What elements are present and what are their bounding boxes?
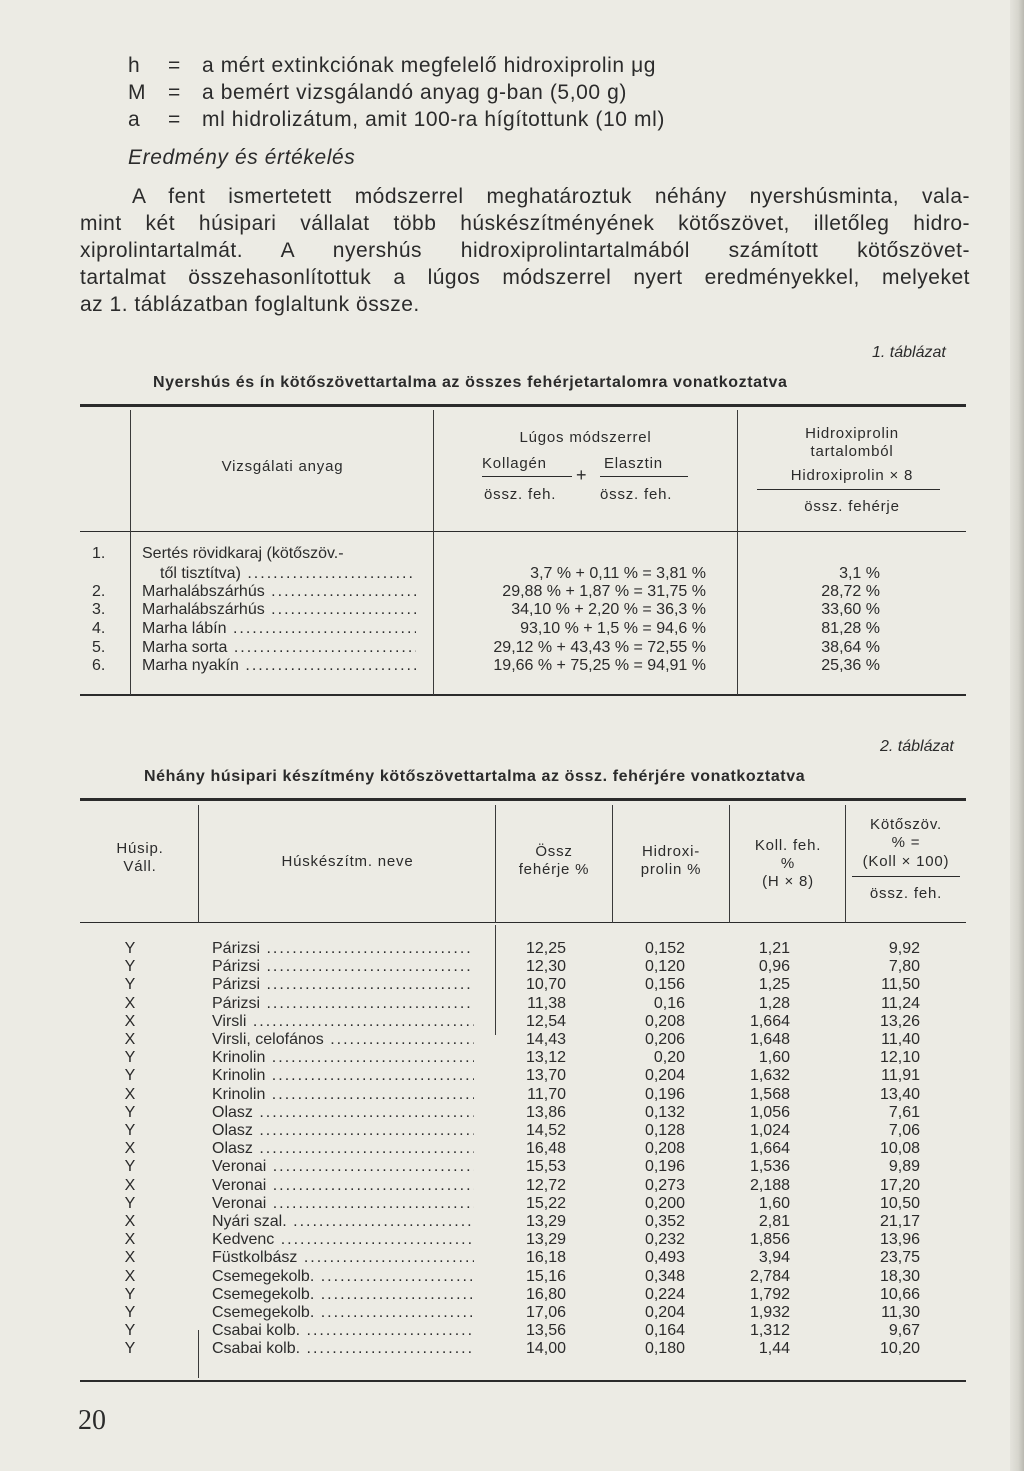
vallalat-code: X [124,1012,136,1030]
kollagen-value: 1,664 [749,1140,790,1158]
kollagen-value: 2,784 [749,1267,790,1285]
hidroxiprolin-value: 0,152 [644,940,685,957]
kotoszovet-value: 11,24 [881,994,920,1012]
paragraph-line: A fent ismertetett módszerrel meghatároztuk néhány nyershúsminta, vala- [132,185,970,208]
kollagen-value: 1,536 [749,1158,790,1176]
product-name: Kedvenc ..... [212,1231,474,1249]
kollagen-value: 1,024 [749,1122,790,1139]
kollagen-value: 1,648 [749,1031,790,1048]
table2-header-kotoszov: Kötőszöv. [870,816,942,833]
vallalat-code: Y [124,976,136,994]
material-name: Marha nyakín ..... [142,657,416,675]
ossz-feherje-value: 10,70 [525,976,566,994]
vallalat-code: X [124,1267,136,1285]
material-name: Marha lábín ..... [142,620,416,638]
kollagen-value: 1,60 [758,1049,790,1067]
kotoszovet-value: 13,96 [879,1231,920,1249]
table2-header-ossz: Össz [535,843,573,860]
table2-header-rule [80,922,966,923]
ossz-feherje-value: 13,56 [525,1322,566,1340]
table1-header-material: Vizsgálati anyag [221,458,344,475]
vallalat-code: Y [124,1285,136,1303]
table1-fraction-bar [482,476,572,477]
hidroxiprolin-value: 0,273 [644,1176,685,1194]
kollagen-value: 1,664 [749,1012,790,1030]
kollagen-value: 1,856 [749,1231,790,1249]
vallalat-code: Y [124,1304,136,1321]
body-paragraph [80,183,970,318]
hidroxiprolin-value: 0,180 [644,1340,685,1358]
hidroxiprolin-value: 0,120 [644,958,685,976]
product-name: Olasz ..... [212,1122,474,1140]
product-name: Csabai kolb. ..... [212,1322,474,1340]
kollagen-value: 1,056 [749,1103,790,1121]
ossz-feherje-value: 12,54 [525,1012,566,1030]
kotoszovet-value: 18,30 [879,1267,920,1285]
hidroxiprolin-value: 0,128 [644,1122,685,1139]
kotoszovet-value: 9,92 [888,940,920,957]
product-name: Olasz ..... [212,1104,474,1122]
ossz-feherje-value: 11,70 [527,1085,566,1103]
hidroxi-value: 38,64 % [821,639,880,656]
vallalat-code: Y [124,1122,136,1139]
definition-symbol: h [128,54,141,77]
definitions-list [128,54,665,135]
table1-fraction-bar [600,476,688,477]
kollagen-value: 2,188 [749,1176,790,1194]
table1-title: Nyershús és ín kötőszövettartalma az összes fehérjetartalomra vonatkoztatva [153,374,788,391]
lugos-value: 29,88 % + 1,87 % = 31,75 % [502,583,706,600]
hidroxi-value: 28,72 % [821,583,880,600]
kotoszovet-value: 11,91 [881,1067,920,1085]
lugos-value: 29,12 % + 43,43 % = 72,55 % [493,639,706,656]
material-name-line1: Sertés rövidkaraj (kötőszöv.- [142,545,344,562]
product-name: Nyári szal. ..... [212,1213,474,1231]
table2-label: 2. táblázat [880,738,954,755]
definition-text: a bemért vizsgálandó anyag g-ban (5,00 g) [202,81,628,104]
table1-header-osszfeh: össz. feh. [600,486,673,503]
vallalat-code: Y [124,958,136,976]
kollagen-value: 1,312 [749,1322,790,1340]
definition-equals: = [168,108,181,131]
table2-header-osszfeh: össz. feh. [869,885,943,902]
kollagen-value: 0,96 [758,958,790,976]
table1-col-divider [130,410,131,695]
table2-header-koll-formula: (H × 8) [762,873,814,890]
table2-bottom-rule [80,1380,966,1382]
ossz-feherje-value: 13,29 [525,1213,566,1230]
product-name: Veronai ..... [212,1158,474,1176]
table2-header-hidroxi: Hidroxi- [641,843,701,860]
definition-symbol: M [128,81,147,104]
table2-header-name: Húskészítm. neve [281,853,414,870]
kotoszovet-value: 7,80 [888,958,920,976]
vallalat-code: X [124,1085,136,1103]
ossz-feherje-value: 13,12 [525,1049,566,1067]
table1-header-plus: + [576,465,588,485]
product-name: Párizsi ..... [212,976,474,994]
product-name: Füstkolbász ..... [212,1249,474,1267]
lugos-value: 19,66 % + 75,25 % = 94,91 % [493,657,706,674]
kotoszovet-value: 13,40 [879,1085,920,1103]
kotoszovet-value: 10,66 [879,1285,920,1303]
page-number: 20 [78,1405,106,1436]
definition-text: a mért extinkciónak megfelelő hidroxiprolin μg [202,54,657,77]
ossz-feherje-value: 14,00 [525,1340,566,1358]
table1-header-osszfeh: össz. feh. [484,486,557,503]
row-number: 5. [92,639,106,656]
definition-row [128,81,665,108]
ossz-feherje-value: 13,29 [525,1231,566,1249]
lugos-value: 34,10 % + 2,20 % = 36,3 % [511,601,706,618]
ossz-feherje-value: 11,38 [527,994,566,1012]
table1-header-kollagen: Kollagén [482,455,547,472]
table1-header-hidroxi-sub: tartalomból [810,443,894,460]
kollagen-value: 1,632 [749,1067,790,1085]
vallalat-code: X [124,994,136,1012]
kotoszovet-value: 9,67 [888,1322,920,1340]
lugos-value: 93,10 % + 1,5 % = 94,6 % [520,620,706,637]
row-number: 1. [92,545,106,562]
table2-col-divider [845,805,846,923]
hidroxiprolin-value: 0,232 [644,1231,685,1249]
hidroxiprolin-value: 0,208 [644,1140,685,1158]
product-name: Csabai kolb. ..... [212,1340,474,1358]
paragraph-line: az 1. táblázatban foglaltunk össze. [80,293,420,316]
definition-text: ml hidrolizátum, amit 100-ra hígítottunk (10 ml) [202,108,665,131]
ossz-feherje-value: 15,16 [525,1267,566,1285]
hidroxi-value: 81,28 % [821,620,880,637]
table1-label: 1. táblázat [872,344,946,361]
vallalat-code: X [124,1176,136,1194]
definition-row [128,54,665,81]
hidroxiprolin-value: 0,208 [644,1012,685,1030]
vallalat-code: X [124,1140,136,1158]
kollagen-value: 1,28 [758,994,790,1012]
table2-col-divider [198,805,199,923]
ossz-feherje-value: 13,86 [525,1103,566,1121]
ossz-feherje-value: 16,48 [525,1140,566,1158]
hidroxiprolin-value: 0,196 [644,1158,685,1176]
product-name: Olasz ..... [212,1140,474,1158]
kollagen-value: 1,60 [758,1194,790,1212]
definition-equals: = [168,81,181,104]
paragraph-line: mint két húsipari vállalat több húskészítményének kötőszövet, illetőleg hidro- [80,212,970,235]
hidroxiprolin-value: 0,348 [644,1267,685,1285]
kotoszovet-value: 10,20 [879,1340,920,1358]
material-name: Marha sorta ..... [142,639,416,657]
kotoszovet-value: 7,61 [888,1103,920,1121]
hidroxiprolin-value: 0,493 [644,1249,685,1267]
ossz-feherje-value: 14,52 [525,1122,566,1139]
table2-header-husip: Húsip. [116,840,164,857]
hidroxiprolin-value: 0,164 [644,1322,685,1340]
vallalat-code: Y [124,1049,136,1067]
table1-bottom-rule [80,694,966,696]
kotoszovet-value: 12,10 [879,1049,920,1067]
ossz-feherje-value: 14,43 [525,1031,566,1048]
table2-header-kotoszov-eq: % = [891,834,921,851]
vallalat-code: Y [124,1340,136,1358]
product-name: Veronai ..... [212,1177,474,1195]
kotoszovet-value: 11,50 [881,976,920,994]
table1-fraction-bar [757,489,940,490]
ossz-feherje-value: 12,72 [525,1176,566,1194]
hidroxiprolin-value: 0,196 [644,1085,685,1103]
ossz-feherje-value: 12,25 [525,940,566,957]
vallalat-code: Y [124,1322,136,1340]
product-name: Párizsi ..... [212,958,474,976]
product-name: Párizsi ..... [212,940,474,958]
hidroxiprolin-value: 0,204 [644,1304,685,1321]
kotoszovet-value: 21,17 [879,1213,920,1230]
table2-col-divider [495,805,496,923]
table2-header-hidroxi-sub: prolin % [640,861,702,878]
kotoszovet-value: 10,08 [879,1140,920,1158]
ossz-feherje-value: 15,22 [525,1194,566,1212]
kollagen-value: 1,44 [758,1340,790,1358]
ossz-feherje-value: 16,18 [525,1249,566,1267]
kotoszovet-value: 10,50 [879,1194,920,1212]
material-name: Marhalábszárhús ..... [142,601,416,619]
hidroxiprolin-value: 0,352 [644,1213,685,1230]
table2-header-kotoszov-formula: (Koll × 100) [862,853,950,870]
hidroxiprolin-value: 0,200 [644,1194,685,1212]
table2-body-divider [198,1330,199,1378]
product-name: Krinolin ..... [212,1086,474,1104]
kollagen-value: 2,81 [758,1213,790,1230]
table2-header-koll-pct: % [780,855,796,872]
definition-row [128,108,665,135]
table2-header-ossz-sub: fehérje % [518,861,590,878]
vallalat-code: X [124,1213,136,1230]
hidroxiprolin-value: 0,206 [644,1031,685,1048]
table2-title: Néhány húsipari készítmény kötőszövettartalma az össz. fehérjére vonatkoztatva [144,768,806,785]
kotoszovet-value: 9,89 [888,1158,920,1176]
kollagen-value: 1,21 [758,940,790,957]
table1-col-divider [433,410,434,695]
hidroxi-value: 33,60 % [821,601,880,618]
ossz-feherje-value: 17,06 [525,1304,566,1321]
kollagen-value: 3,94 [758,1249,790,1267]
kotoszovet-value: 17,20 [879,1176,920,1194]
product-name: Krinolin ..... [212,1049,474,1067]
table1-header-osszfeherje: össz. fehérje [804,498,900,515]
hidroxi-value: 3,1 % [839,565,880,582]
table2-header-koll: Koll. feh. [754,837,822,854]
material-name: től tisztítva) ..... [160,565,416,583]
product-name: Veronai ..... [212,1195,474,1213]
vallalat-code: Y [124,1158,136,1176]
vallalat-code: Y [124,1194,136,1212]
hidroxiprolin-value: 0,204 [644,1067,685,1085]
vallalat-code: X [124,1031,136,1048]
vallalat-code: Y [124,1103,136,1121]
ossz-feherje-value: 15,53 [525,1158,566,1176]
material-name: Marhalábszárhús ..... [142,583,416,601]
row-number: 3. [92,601,106,618]
vallalat-code: Y [124,1067,136,1085]
table2-top-rule [80,798,966,801]
kotoszovet-value: 11,40 [881,1031,920,1048]
hidroxiprolin-value: 0,20 [653,1049,685,1067]
kollagen-value: 1,25 [758,976,790,994]
product-name: Virsli, celofános ..... [212,1031,474,1049]
hidroxiprolin-value: 0,156 [644,976,685,994]
kotoszovet-value: 11,30 [881,1304,920,1321]
ossz-feherje-value: 13,70 [525,1067,566,1085]
hidroxiprolin-value: 0,224 [644,1285,685,1303]
vallalat-code: Y [124,940,136,957]
table1-header-lugos: Lúgos módszerrel [519,429,652,446]
table1-col-divider [737,410,738,695]
kotoszovet-value: 23,75 [879,1249,920,1267]
hidroxiprolin-value: 0,132 [644,1103,685,1121]
ossz-feherje-value: 12,30 [525,958,566,976]
vallalat-code: X [124,1231,136,1249]
table2-fraction-bar [852,876,960,877]
definition-equals: = [168,54,181,77]
ossz-feherje-value: 16,80 [525,1285,566,1303]
table1-header-rule [80,531,966,532]
row-number: 4. [92,620,106,637]
table1-top-rule [80,404,966,407]
table1-header-hidroxi: Hidroxiprolin [805,425,899,442]
product-name: Párizsi ..... [212,995,474,1013]
paragraph-line: xiprolintartalmát. A nyershús hidroxiprolintartalmából számított kötőszövet- [80,239,970,262]
paragraph-line: tartalmat összehasonlítottuk a lúgos módszerrel nyert eredményekkel, melyeket [80,266,970,289]
row-number: 2. [92,583,106,600]
page-edge-shadow [1010,0,1024,1471]
table2-col-divider [612,805,613,923]
product-name: Krinolin ..... [212,1067,474,1085]
product-name: Csemegekolb. ..... [212,1304,474,1322]
kollagen-value: 1,792 [749,1285,790,1303]
table2-col-divider [729,805,730,923]
table1-header-elasztin: Elasztin [604,455,663,472]
section-title: Eredmény és értékelés [128,146,356,169]
table1-header-formula: Hidroxiprolin × 8 [790,467,914,484]
kotoszovet-value: 7,06 [888,1122,920,1139]
table2-header-vall: Váll. [123,858,157,875]
row-number: 6. [92,657,106,674]
product-name: Csemegekolb. ..... [212,1286,474,1304]
kollagen-value: 1,568 [749,1085,790,1103]
product-name: Csemegekolb. ..... [212,1268,474,1286]
kollagen-value: 1,932 [749,1304,790,1321]
product-name: Virsli ..... [212,1013,474,1031]
hidroxi-value: 25,36 % [821,657,880,674]
hidroxiprolin-value: 0,16 [653,994,685,1012]
definition-symbol: a [128,108,141,131]
lugos-value: 3,7 % + 0,11 % = 3,81 % [530,565,706,582]
kotoszovet-value: 13,26 [879,1012,920,1030]
vallalat-code: X [124,1249,136,1267]
table2-body-divider [495,925,496,1035]
